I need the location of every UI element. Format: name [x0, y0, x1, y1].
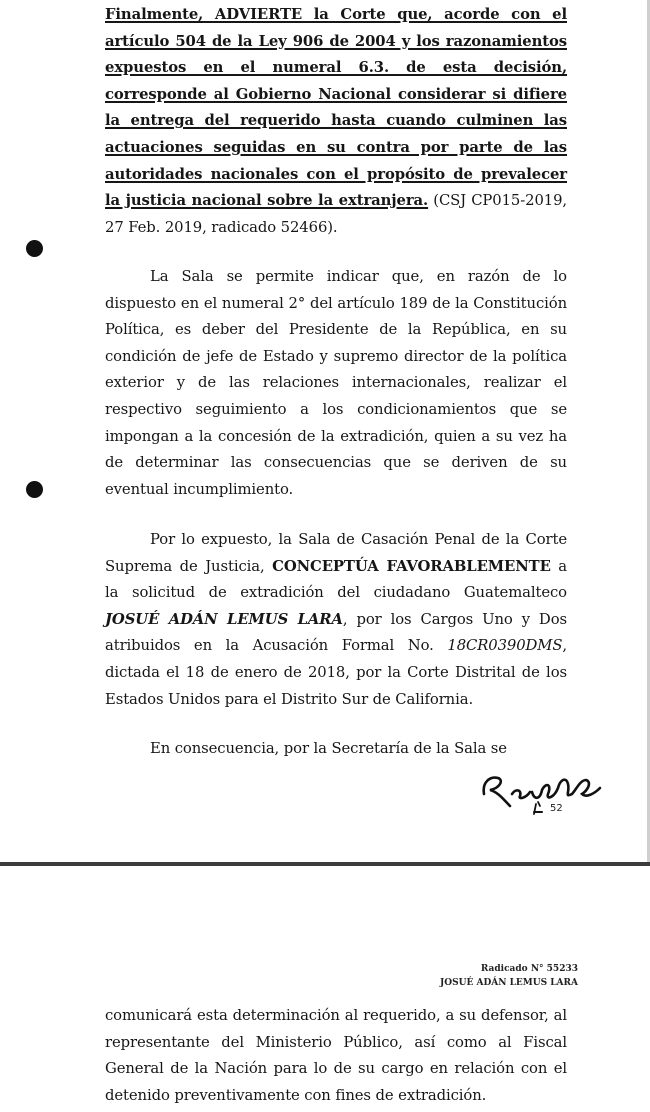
- paragraph-obligations: La Sala se permite indicar que, en razón de lo dispuesto en el numeral 2° del artículo 189 de la Constitución Política, es deber del Presidente de la República, en su condición de jefe de Estado y supremo director de la política exterior y de las relaciones internacionales, realizar el respectivo seguimiento a los condicionamientos que se impongan a la concesión de la extradición, quien a su vez ha de determinar las consecuencias que se deriven de su eventual incumplimiento.: [105, 268, 567, 498]
- decision-text-3: , por los Cargos Uno y Dos atribuidos en la Acusación Formal No.: [105, 610, 567, 655]
- decision-text-4: , dictada el 18 de enero de 2018, por la Corte Distrital de los Estados Unidos para el Distrito Sur de California.: [105, 637, 567, 708]
- requested-person-name: JOSUÉ ADÁN LEMUS LARA: [105, 610, 343, 628]
- paragraph-consequence: En consecuencia, por la Secretaría de la Sala se: [150, 740, 507, 757]
- punch-hole-top: [26, 240, 43, 257]
- page-number: 52: [550, 803, 563, 814]
- case-number: 18CR0390DMS: [447, 637, 563, 655]
- page-header: [440, 962, 578, 990]
- header-radicado: Radicado N° 55233: [480, 964, 578, 974]
- punch-hole-bottom: [26, 481, 43, 498]
- paragraph-communication: comunicará esta determinación al requerido, a su defensor, al representante del Ministerio Público, así como al Fiscal General de la Nación para lo de su cargo en relación con el detenido preventivamente con fines de extradición.: [105, 1007, 567, 1104]
- decision-text-2: a la solicitud de extradición del ciudadano Guatemalteco: [105, 557, 568, 602]
- quoted-ruling-text: Finalmente, ADVIERTE la Corte que, acorde con el artículo 504 de la Ley 906 de 2004 y los razonamientos expuestos en el numeral 6.3. de esta decisión, corresponde al Gobierno Nacional considerar si difiere la entrega del requerido hasta cuando culminen las actuaciones seguidas en su contra por parte de las autoridades nacionales con el propósito de prevalecer la justicia nacional sobre la extranjera.: [105, 6, 567, 210]
- handwritten-signature: [476, 754, 606, 826]
- decision-text-1: Por lo expuesto, la Sala de Casación Penal de la Corte Suprema de Justicia,: [105, 531, 567, 575]
- decision-verdict: CONCEPTÚA FAVORABLEMENTE: [272, 557, 551, 575]
- paragraph-decision: [105, 527, 567, 713]
- citation-text: (CSJ CP015-2019, 27 Feb. 2019, radicado 52466).: [105, 192, 567, 236]
- header-name: JOSUÉ ADÁN LEMUS LARA: [440, 978, 578, 988]
- paragraph-quote: [105, 2, 567, 241]
